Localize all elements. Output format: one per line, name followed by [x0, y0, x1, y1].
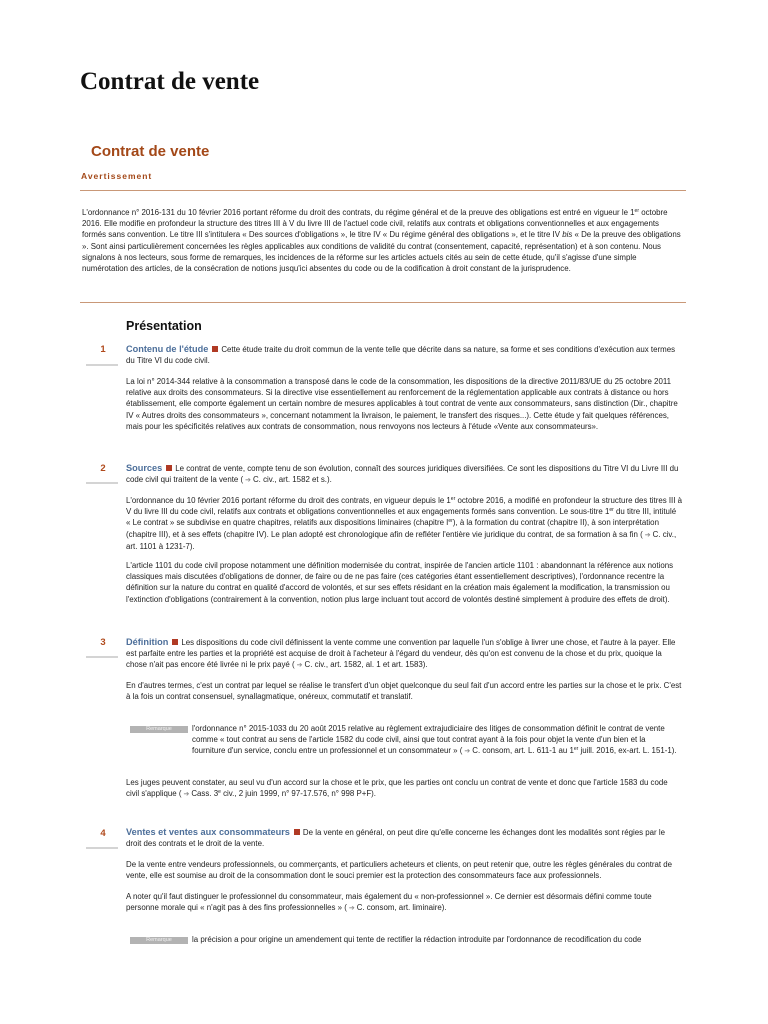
section-number: 4	[100, 828, 106, 839]
remark-text: la précision a pour origine un amendement qui tente de rectifier la rédaction introduite par l'ordonnance de recodification du code	[192, 935, 642, 944]
arrow-link-icon[interactable]: ➔	[296, 662, 303, 670]
document-title: Contrat de vente	[80, 68, 260, 95]
section-3-paragraph: En d'autres termes, c'est un contrat par lequel se réalise le transfert d'un objet quelconque du seul fait d'un accord entre les parties sur la chose et le prix. C'est à la fois un contrat consensuel, synallagmatique, onéreux, commutatif et translatif.	[126, 681, 682, 702]
section-number: 1	[100, 344, 106, 355]
presentation-heading: Présentation	[126, 319, 202, 333]
divider	[80, 190, 686, 191]
arrow-link-icon[interactable]: ➔	[348, 905, 355, 913]
section-2-paragraph: L'ordonnance du 10 février 2016 portant réforme du droit des contrats, en vigueur depuis le 1er octobre 2016, a modifié en profondeur la structure des titres III à V du livre III du code civil, relatifs aux contrats et obligations conventionnelles et aux engagements formés sans convention. Le sous-titre 1er du titre III, intitulé « Le contrat » se subdivise en quatre chapitres, relatifs aux dispositions liminaires (chapitre Ier), à la formation du contrat (chapitre II), à son interprétation (chapitre III), et à ses effets (chapitre IV). Le plan adopté est chronologique afin de refléter l'entière vie juridique du contrat, de sa formation à sa fin ( ➔ C. civ., art. 1101 à 1231-7).	[126, 496, 683, 551]
square-marker-icon	[166, 465, 172, 471]
section-number: 2	[100, 463, 106, 474]
arrow-link-icon[interactable]: ➔	[183, 791, 190, 799]
section-1-paragraph: La loi n° 2014-344 relative à la consommation a transposé dans le code de la consommation, les dispositions de la directive 2011/83/UE du 25 octobre 2011 relative aux droits des consommateurs. Si la directive vise essentiellement au renforcement de la réglementation applicable aux contrats à distance ou hors établissement, elle comporte également un certain nombre de mesures applicables à tout contrat de vente aux consommateurs, sans distinction (Dir., chapitre IV « Autres droits des consommateurs », concernant notamment la livraison, le paiement, le transfert des risques...). Cette étude y fait quelques références, mais pour les spécificités relatives aux contrats de consommation, nous renvoyons nos lecteurs à l'étude «Vente aux consommateurs».	[126, 377, 678, 431]
remark-badge: Remarque	[130, 937, 188, 944]
section-3-paragraph: Les juges peuvent constater, au seul vu d'un accord sur la chose et le prix, que les parties ont conclu un contrat de vente et donc que l'article 1583 du code civil s'applique ( ➔ Cass. 3e civ., 2 juin 1999, n° 97-17.576, n° 998 P+F).	[126, 777, 682, 800]
square-marker-icon	[172, 639, 178, 645]
remark-text: l'ordonnance n° 2015-1033 du 20 août 2015 relative au règlement extrajudiciaire des litiges de consommation définit le contrat de vente comme « tout contrat au sens de l'article 1582 du code civil, ainsi que tout contrat ayant à la fois pour objet la vente d'un bien et la fourniture d'un service, conclu entre un professionnel et un consommateur » ( ➔ C. consom, art. L. 611-1 au 1er juill. 2016, ex-art. L. 151-1).	[192, 723, 680, 758]
arrow-link-icon[interactable]: ➔	[464, 748, 471, 756]
section-heading-ventes[interactable]: Ventes et ventes aux consommateurs	[126, 827, 290, 837]
section-4-paragraph: A noter qu'il faut distinguer le professionnel du consommateur, mais également du « non-professionnel ». Ce dernier est désormais défini comme toute personne morale qui « n'agit pas à des fins professionnelles » ( ➔ C. consom, art. liminaire).	[126, 891, 682, 914]
section-4-paragraph: De la vente entre vendeurs professionnels, ou commerçants, et particuliers acheteurs et clients, on peut retenir que, outre les règles générales du contrat de vente, elle est soumise au droit de la consommation dont le souci premier est la protection des consommateurs face aux professionnels.	[126, 860, 673, 881]
section-number-rule	[86, 656, 118, 658]
arrow-link-icon[interactable]: ➔	[644, 531, 651, 539]
section-4-intro: Ventes et ventes aux consommateurs De la vente en général, on peut dire qu'elle concerne les échanges dont les modalités sont régies par le droit des contrats et le droit de la vente.	[126, 827, 665, 849]
section-1-intro: Contenu de l'étude Cette étude traite du droit commun de la vente telle que décrite dans sa nature, sa forme et ses conditions d'exécution aux termes du Titre VI du code civil.	[126, 344, 676, 366]
study-title: Contrat de vente	[91, 143, 210, 160]
section-number-rule	[86, 847, 118, 849]
arrow-link-icon[interactable]: ➔	[245, 477, 251, 485]
divider	[80, 302, 686, 303]
section-2-intro: Sources Le contrat de vente, compte tenu de son évolution, connaît des sources juridiques diversifiées. Ce sont les dispositions du Titre VI du Livre III du code civil qui traitent de la vente ( ➔ C. civ., art. 1582 et s.).	[126, 463, 682, 486]
section-2-paragraph: L'article 1101 du code civil propose notamment une définition modernisée du contrat, inspirée de l'ancien article 1101 : abandonnant la référence aux notions classiques mais discutées d'obligations de donner, de faire ou de ne pas faire (ces catégories étant essentiellement descriptives), l'ordonnance recentre la définition sur la nature du contrat en qualité d'accord de volontés, et sur ses effets résidant en la création mais également la modification, la transmission ou l'extinction d'obligations (contrairement à la convention, notion plus large incluant tout accord de volontés destiné simplement à produire des effets de droit).	[126, 561, 674, 604]
square-marker-icon	[212, 346, 218, 352]
section-heading-definition[interactable]: Définition	[126, 637, 169, 647]
avertissement-label: Avertissement	[81, 171, 153, 181]
square-marker-icon	[294, 829, 300, 835]
avertissement-text: L'ordonnance n° 2016-131 du 10 février 2016 portant réforme du droit des contrats, du régime général et de la preuve des obligations est entré en vigueur le 1er octobre 2016. Elle modifie en profondeur la structure des titres III à V du livre III de l'actuel code civil, relatifs aux contrats et obligations conventionnelles et aux engagements formés sans convention. Le titre III s'intitulera « Des sources d'obligations », le titre IV « Du régime général des obligations », et le titre IV bis « De la preuve des obligations ». Sont ainsi particulièrement concernées les règles applicables aux conditions de validité du contrat (consentement, capacité, représentation) et à son contenu. Nous signalons à nos lecteurs, sous forme de remarques, les incidences de la réforme sur les articles actuels cités au sein de cette étude, qu'il s'agisse d'une simple numérotation des articles, de la consécration de notions jusqu'ici absentes du code ou de la codification à droit constant de la jurisprudence.	[82, 208, 681, 274]
section-3-intro: Définition Les dispositions du code civil définissent la vente comme une convention par laquelle l'un s'oblige à livrer une chose, et l'autre à la payer. Elle est parfaite entre les parties et la propriété est acquise de droit à l'acheteur à l'égard du vendeur, dès qu'on est convenu de la chose et du prix, quoique la chose n'ait pas encore été livrée ni le prix payé ( ➔ C. civ., art. 1582, al. 1 et art. 1583).	[126, 637, 682, 672]
section-heading-sources[interactable]: Sources	[126, 463, 163, 473]
section-number-rule	[86, 482, 118, 484]
section-number-rule	[86, 364, 118, 366]
section-number: 3	[100, 637, 106, 648]
remark-badge: Remarque	[130, 726, 188, 733]
section-heading-contenu[interactable]: Contenu de l'étude	[126, 344, 209, 354]
